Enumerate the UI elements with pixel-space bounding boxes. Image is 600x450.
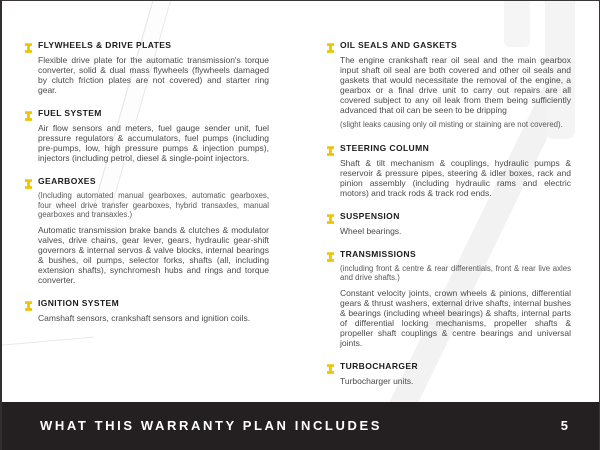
- section-paragraph: (including front & centre & rear differentials, front & rear live axles and drive shafts.): [340, 263, 571, 282]
- spanner-icon: [327, 249, 334, 259]
- spanner-icon: [327, 40, 334, 50]
- section-paragraphs: [25, 55, 269, 95]
- section-paragraph: Shaft & tilt mechanism & couplings, hydraulic pumps & reservoir & pressure pipes, steering & idler boxes, rack and pinion assembly (including hydraulic rams and electric motors) and track rods & track rod ends.: [340, 157, 571, 198]
- warranty-section: [327, 40, 571, 130]
- section-paragraphs: [327, 226, 571, 236]
- section-title: FUEL SYSTEM: [38, 108, 102, 118]
- spanner-icon: [327, 211, 334, 221]
- section-paragraphs: [25, 313, 269, 323]
- spanner-icon: [25, 108, 32, 118]
- section-paragraph: Air flow sensors and meters, fuel gauge sender unit, fuel pressure regulators & accumulators, fuel pumps (including pre-pumps, low, high pressure pumps & injection pumps), injectors (including petrol, diesel & single-point injectors.: [38, 123, 269, 163]
- section-paragraph: Camshaft sensors, crankshaft sensors and ignition coils.: [38, 312, 251, 323]
- warranty-section: [25, 40, 269, 95]
- section-title: GEARBOXES: [38, 176, 96, 186]
- section-paragraphs: [327, 376, 571, 386]
- spanner-icon: [25, 298, 32, 308]
- section-paragraph: (slight leaks causing only oil misting or staining are not covered).: [340, 120, 563, 129]
- section-paragraphs: [25, 191, 269, 285]
- section-paragraphs: [25, 123, 269, 163]
- spanner-icon: [327, 143, 334, 153]
- section-title: IGNITION SYSTEM: [38, 297, 120, 308]
- section-header: [327, 361, 571, 371]
- section-header: [25, 108, 269, 118]
- footer-bar: [2, 402, 599, 450]
- warranty-section: [327, 211, 571, 236]
- section-title: SUSPENSION: [340, 210, 400, 221]
- section-header: [25, 176, 269, 186]
- section-paragraph: Wheel bearings.: [340, 225, 402, 236]
- section-paragraph: Automatic transmission brake bands & clutches & modulator valves, drive chains, gear lever, gears, hydraulic gear-shift governors & internal servos & valve blocks, internal bearings & bushes, oil pumps, selector forks, shafts (all, including extension shafts), synchromesh hubs and rings and torque converter.: [38, 224, 269, 285]
- spanner-icon: [327, 361, 334, 371]
- section-header: [327, 249, 571, 259]
- section-paragraphs: [327, 264, 571, 348]
- right-column: [327, 40, 571, 399]
- warranty-section: [25, 298, 269, 323]
- section-paragraph: Constant velocity joints, crown wheels & pinions, differential gears & thrust washers, external drive shafts, internal bushes & bearings (including wheel bearings) & shafts, internal parts of differential locking mechanisms, propeller shafts & propeller shaft couplings & centre bearings and universal joints.: [340, 287, 571, 348]
- section-title: FLYWHEELS & DRIVE PLATES: [38, 40, 172, 50]
- spanner-icon: [25, 176, 32, 186]
- warranty-section: [327, 361, 571, 386]
- section-header: [327, 211, 571, 221]
- section-paragraphs: [327, 55, 571, 130]
- warranty-section: [25, 176, 269, 285]
- section-header: [25, 40, 269, 50]
- warranty-section: [327, 143, 571, 198]
- section-paragraph: Flexible drive plate for the automatic transmission's torque converter, solid & dual mass flywheels (flywheels damaged by clutch friction plates are not covered) and starter ring gear.: [38, 55, 269, 95]
- section-title: STEERING COLUMN: [340, 142, 430, 153]
- section-title: OIL SEALS AND GASKETS: [340, 40, 458, 50]
- footer-title: WHAT THIS WARRANTY PLAN INCLUDES: [40, 417, 382, 433]
- warranty-section: [327, 249, 571, 348]
- section-paragraph: The engine crankshaft rear oil seal and the main gearbox input shaft oil seal are both covered and other oil seals and gaskets that would necessitate the removal of the engine, a gearbox or a final drive unit to carry out repairs are all covered subject to any oil leak from them being sufficiently advanced that oil can be seen to be dripping: [340, 55, 571, 115]
- page-content: [25, 40, 571, 399]
- section-paragraph: Turbocharger units.: [340, 375, 414, 386]
- section-paragraph: (Including automated manual gearboxes, automatic gearboxes, four wheel drive transfer gearboxes, hybrid transaxles, manual gearboxes and transaxles.): [38, 191, 269, 219]
- section-header: [25, 298, 269, 308]
- left-column: [25, 40, 269, 399]
- section-title: TURBOCHARGER: [340, 360, 418, 371]
- section-header: [327, 143, 571, 153]
- section-paragraphs: [327, 158, 571, 198]
- page-number: 5: [560, 417, 568, 433]
- spanner-icon: [25, 40, 32, 50]
- section-title: TRANSMISSIONS: [340, 248, 417, 259]
- warranty-section: [25, 108, 269, 163]
- section-header: [327, 40, 571, 50]
